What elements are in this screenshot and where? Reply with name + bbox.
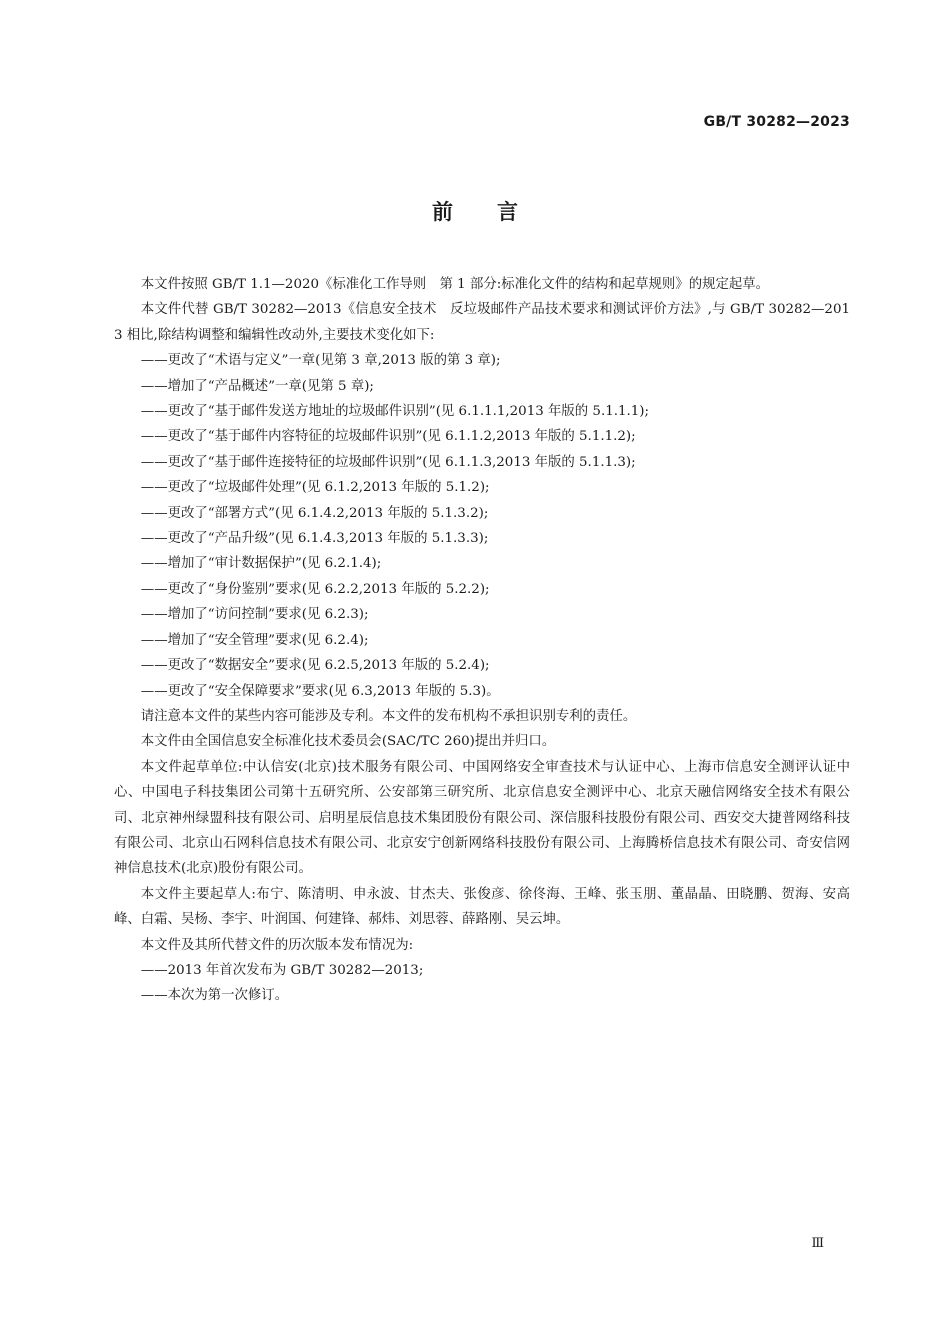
page-title: 前言: [432, 200, 562, 224]
changes-list: [114, 348, 850, 704]
history-list: [114, 958, 850, 1009]
page-number: Ⅲ: [811, 1236, 824, 1251]
list-item: ——2013 年首次发布为 GB/T 30282—2013;: [140, 962, 424, 978]
list-item: ——更改了“数据安全”要求(见 6.2.5,2013 年版的 5.2.4);: [140, 658, 490, 674]
replacement-paragraph: 本文件代替 GB/T 30282—2013《信息安全技术 反垃圾邮件产品技术要求和测试评价方法》,与 GB/T 30282—2013 相比,除结构调整和编辑性改动外,主要技术变化如下:: [114, 302, 850, 343]
list-item: ——更改了“安全保障要求”要求(见 6.3,2013 年版的 5.3)。: [140, 683, 500, 699]
patent-notice: 请注意本文件的某些内容可能涉及专利。本文件的发布机构不承担识别专利的责任。: [140, 708, 637, 724]
list-item: ——更改了“身份鉴别”要求(见 6.2.2,2013 年版的 5.2.2);: [140, 581, 490, 597]
list-item: ——更改了“基于邮件内容特征的垃圾邮件识别”(见 6.1.1.2,2013 年版的 5.1.1.2);: [140, 429, 636, 445]
list-item: ——更改了“基于邮件连接特征的垃圾邮件识别”(见 6.1.1.3,2013 年版的 5.1.1.3);: [140, 454, 636, 470]
list-item: ——更改了“部署方式”(见 6.1.4.2,2013 年版的 5.1.3.2);: [140, 505, 489, 521]
list-item: ——更改了“术语与定义”一章(见第 3 章,2013 版的第 3 章);: [140, 353, 501, 369]
standard-number: GB/T 30282—2023: [703, 114, 850, 130]
drafting-rule-paragraph: 本文件按照 GB/T 1.1—2020《标准化工作导则 第 1 部分:标准化文件的结构和起草规则》的规定起草。: [140, 277, 770, 292]
list-item: ——更改了“垃圾邮件处理”(见 6.1.2,2013 年版的 5.1.2);: [140, 480, 490, 496]
drafters-paragraph: 本文件主要起草人:布宁、陈清明、申永波、甘杰夫、张俊彦、徐佟海、王峰、张玉朋、董晶晶、田晓鹏、贺海、安高峰、白霜、吴杨、李宇、叶润国、何建锋、郝炜、刘思蓉、薛路刚、吴云坤。: [114, 886, 850, 928]
list-item: ——更改了“基于邮件发送方地址的垃圾邮件识别”(见 6.1.1.1,2013 年版的 5.1.1.1);: [140, 404, 650, 420]
history-intro: 本文件及其所代替文件的历次版本发布情况为:: [140, 937, 414, 953]
document-body: [114, 272, 850, 1009]
list-item: ——更改了“产品升级”(见 6.1.4.3,2013 年版的 5.1.3.3);: [140, 531, 489, 547]
list-item: ——增加了“安全管理”要求(见 6.2.4);: [140, 632, 369, 648]
list-item: ——本次为第一次修订。: [140, 988, 289, 1004]
list-item: ——增加了“产品概述”一章(见第 5 章);: [140, 378, 374, 394]
proposer-paragraph: 本文件由全国信息安全标准化技术委员会(SAC/TC 260)提出并归口。: [140, 734, 556, 750]
list-item: ——增加了“审计数据保护”(见 6.2.1.4);: [140, 556, 382, 572]
drafting-units-paragraph: 本文件起草单位:中认信安(北京)技术服务有限公司、中国网络安全审查技术与认证中心、上海市信息安全测评认证中心、中国电子科技集团公司第十五研究所、公安部第三研究所、北京信息安全测评中心、北京天融信网络安全技术有限公司、北京神州绿盟科技有限公司、启明星辰信息技术集团股份有限公司、深信服科技股份有限公司、西安交大捷普网络科技有限公司、北京山石网科信息技术有限公司、北京安宁创新网络科技股份有限公司、上海腾桥信息技术有限公司、奇安信网神信息技术(北京)股份有限公司。: [114, 759, 850, 877]
list-item: ——增加了“访问控制”要求(见 6.2.3);: [140, 607, 369, 623]
